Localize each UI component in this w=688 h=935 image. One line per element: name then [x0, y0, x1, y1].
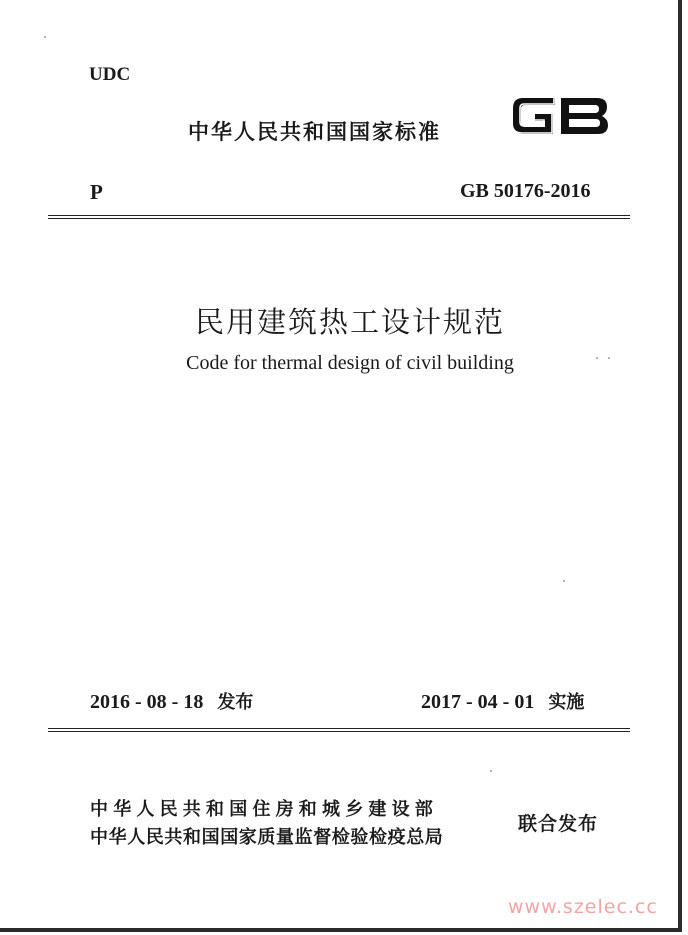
scan-speck	[608, 357, 610, 359]
document-title-zh: 民用建筑热工设计规范	[194, 305, 505, 339]
watermark: www.szelec.cc	[508, 896, 658, 918]
gb-logo-icon	[505, 88, 613, 144]
issue-date: 2016 - 08 - 18	[90, 691, 204, 713]
implement-label: 实施	[548, 692, 585, 713]
publisher-line-2: 中华人民共和国国家质量监督检验检疫总局	[90, 827, 444, 848]
standard-type: 中华人民共和国国家标准	[188, 120, 441, 144]
standard-number: GB 50176-2016	[460, 180, 591, 202]
header-divider	[48, 215, 630, 216]
scan-speck	[490, 770, 492, 772]
classification-code: P	[90, 180, 103, 204]
scan-speck	[596, 357, 598, 359]
document-title-en: Code for thermal design of civil building	[186, 352, 514, 374]
scan-speck	[44, 36, 46, 38]
issue-date-block	[90, 688, 253, 714]
implement-date-block	[421, 688, 584, 714]
implement-date: 2017 - 04 - 01	[421, 691, 535, 713]
udc-label: UDC	[89, 64, 131, 85]
header-divider-thin	[48, 218, 630, 219]
issue-label: 发布	[217, 692, 254, 713]
footer-divider-thin	[48, 731, 630, 732]
joint-publish-label: 联合发布	[518, 813, 599, 835]
footer-divider	[48, 728, 630, 729]
publisher-line-1: 中华人民共和国住房和城乡建设部	[90, 799, 438, 820]
scan-speck	[563, 580, 565, 582]
